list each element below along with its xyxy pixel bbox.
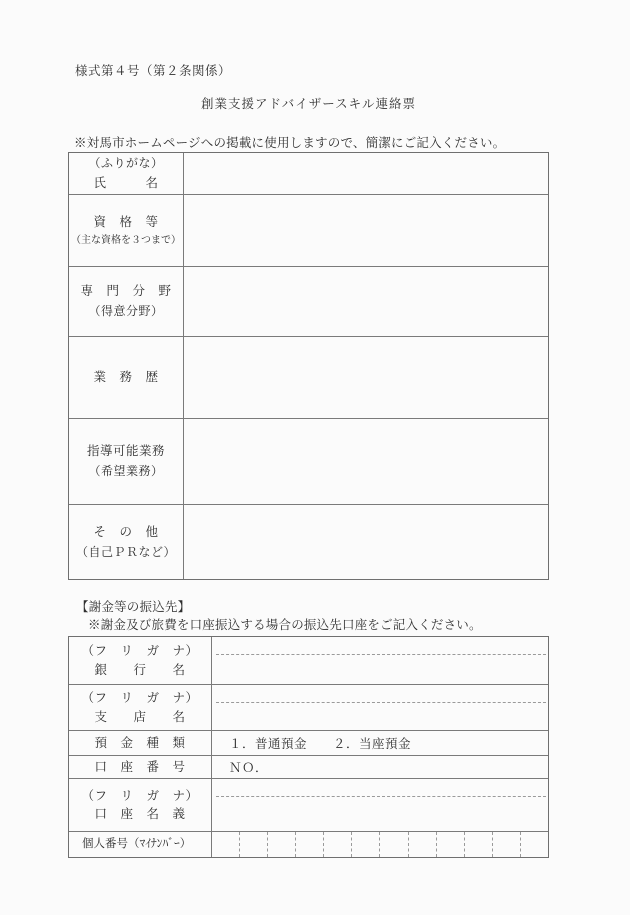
personal-number-digit-cell [379,832,407,857]
row-label-personal-number [69,832,212,857]
profile-table [68,152,549,580]
table-row-teachable-work [69,418,548,504]
specialty-value-cell [184,267,548,336]
name-label: 氏 名 [93,175,159,190]
account-number-value: ＮＯ． [229,761,269,775]
personal-number-digit-cell [408,832,436,857]
other-sub-label: （自己ＰＲなど） [75,544,176,559]
specialty-sub-label: （得意分野） [88,304,164,319]
row-label-specialty [69,267,184,336]
row-label-account-holder [69,779,212,831]
personal-number-label: 個人番号（ﾏｲﾅﾝﾊﾞｰ） [82,838,192,851]
personal-number-digit-cell [520,832,548,857]
personal-number-digit-cell [351,832,379,857]
name-value-cell [184,153,548,194]
transfer-section-heading: 【謝金等の振込先】 [76,600,191,614]
table-row-other [69,504,548,579]
personal-number-digit-cell [267,832,295,857]
transfer-section-note: ※謝金及び旅費を口座振込する場合の振込先口座をご記入ください。 [88,618,482,632]
row-label-name [69,153,184,194]
bank-furigana-label: （フ リ ガ ナ） [81,644,199,659]
teachable-work-value-cell [184,419,548,504]
table-row-qualifications [69,194,548,266]
other-label: そ の 他 [93,524,159,539]
account-number-label: 口 座 番 号 [94,759,186,774]
other-value-cell [184,505,548,579]
branch-name-label: 支 店 名 [94,709,186,724]
table-row-deposit-type [69,730,548,755]
furigana-dotted-rule [216,796,546,797]
work-history-value-cell [184,337,548,418]
bank-name-label: 銀 行 名 [94,662,186,677]
deposit-type-label: 預 金 種 類 [94,735,186,750]
table-row-work-history [69,336,548,418]
row-label-account-number [69,756,212,778]
table-row-account-number [69,755,548,778]
table-row-personal-number [69,831,548,857]
personal-number-digit-cell [436,832,464,857]
personal-number-digit-cell [464,832,492,857]
table-row-name [69,153,548,194]
header-note: ※対馬市ホームページへの掲載に使用しますので、簡潔にご記入ください。 [74,136,506,150]
document-title: 創業支援アドバイザースキル連絡票 [200,97,416,111]
furigana-dotted-rule [216,654,546,655]
row-label-deposit-type [69,731,212,755]
row-label-branch-name [69,685,212,730]
branch-furigana-label: （フ リ ガ ナ） [81,691,199,706]
transfer-table [68,636,549,858]
row-label-teachable-work [69,419,184,504]
qualifications-value-cell [184,195,548,266]
qualifications-sub-label: （主な資格を３つまで） [71,234,181,246]
specialty-label: 専 門 分 野 [80,284,172,299]
table-row-branch-name [69,684,548,730]
deposit-type-options: １．普通預金 ２．当座預金 [229,737,412,751]
row-label-bank-name [69,637,212,684]
personal-number-digit-cell [239,832,267,857]
branch-name-value-cell [212,685,548,730]
personal-number-digit-cell [323,832,351,857]
row-label-qualifications [69,195,184,266]
furigana-dotted-rule [216,702,546,703]
table-row-bank-name [69,637,548,684]
row-label-work-history [69,337,184,418]
work-history-label: 業 務 歴 [93,370,159,385]
teachable-work-label: 指導可能業務 [86,444,165,459]
table-row-specialty [69,266,548,336]
teachable-work-sub-label: （希望業務） [88,464,164,479]
account-holder-furigana-label: （フ リ ガ ナ） [81,788,199,803]
personal-number-digit-cell [295,832,323,857]
table-row-account-holder [69,778,548,831]
bank-name-value-cell [212,637,548,684]
row-label-other [69,505,184,579]
personal-number-digit-cell [492,832,520,857]
account-holder-value-cell [212,779,548,831]
form-number: 様式第４号（第２条関係） [75,64,232,78]
account-holder-label: 口 座 名 義 [94,807,186,821]
personal-number-digit-cell [212,832,239,857]
qualifications-label: 資 格 等 [93,214,159,229]
furigana-label: （ふりがな） [88,156,164,171]
personal-number-digit-grid [212,832,548,857]
